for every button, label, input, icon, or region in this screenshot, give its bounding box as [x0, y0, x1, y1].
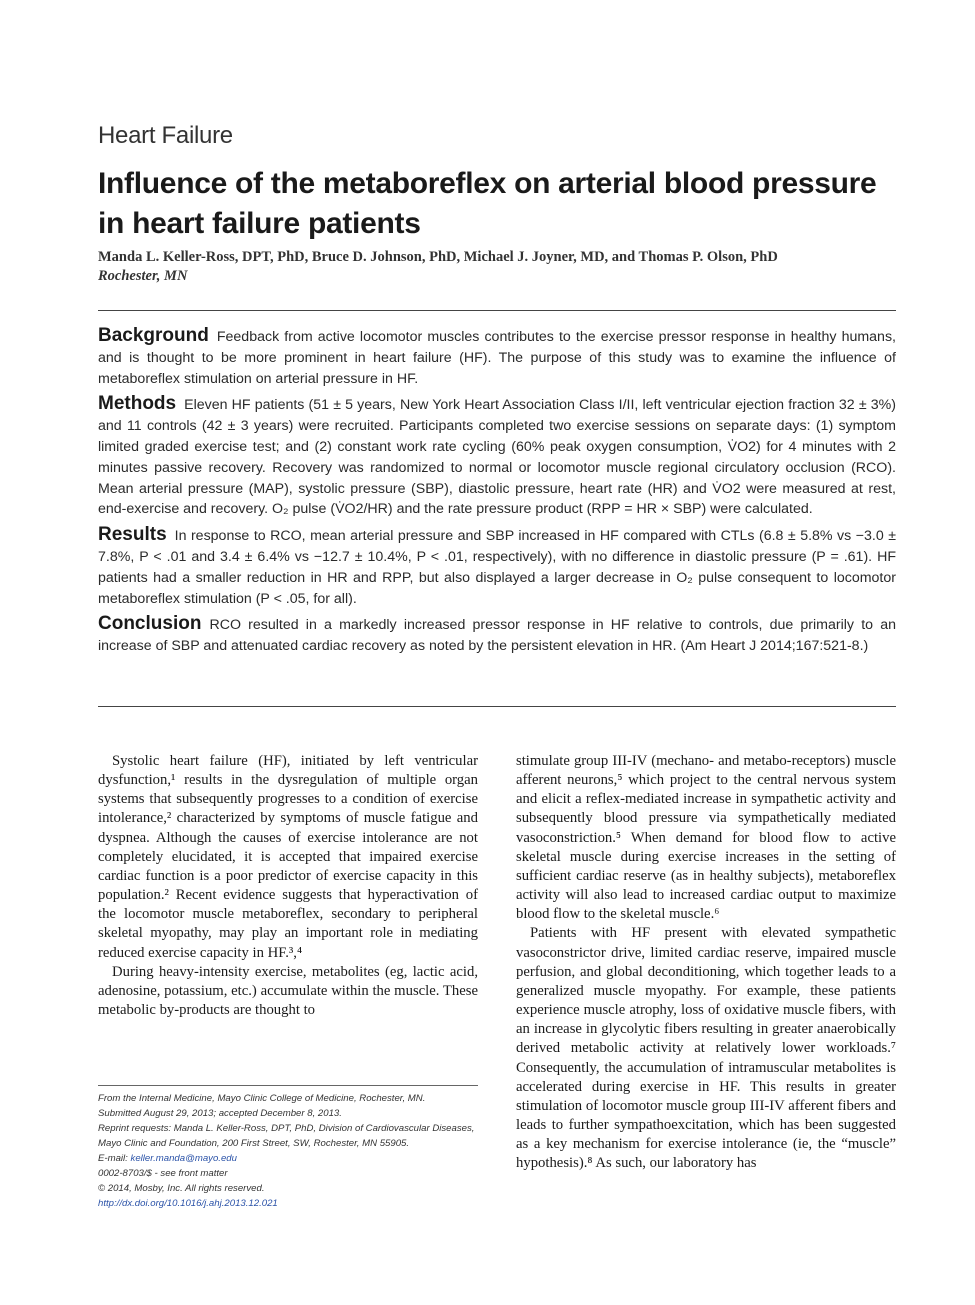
abstract [98, 326, 896, 662]
footnote-reprint-line1: Reprint requests: Manda L. Keller-Ross, DPT, PhD, Division of Cardiovascular Diseases, [98, 1123, 475, 1134]
affiliation: Rochester, MN [98, 268, 188, 284]
footnote-reprint-line2: Mayo Clinic and Foundation, 200 First Street, SW, Rochester, MN 55905. [98, 1138, 410, 1149]
background-heading: Background [98, 325, 209, 346]
abstract-methods [98, 394, 896, 520]
methods-text: Eleven HF patients (51 ± 5 years, New York Heart Association Class I/II, left ventricular ejection fraction 32 ± 3%) and 11 controls (42 ± 3 years) were recruited. Participants completed two exercise sessions on separate days: (1) symptom limited graded exercise test; and (2) constant work rate cycling (60% peak oxygen consumption, V̇O2) for 4 minutes with 2 minutes passive recovery. Recovery was randomized to normal or locomotor muscle regional circulatory occlusion (RCO). Mean arterial pressure (MAP), systolic pressure (SBP), diastolic pressure, heart rate (HR) and V̇O2 were measured at rest, end-exercise and recovery. O₂ pulse (V̇O2/HR) and the rate pressure product (RPP = HR × SBP) were calculated. [98, 397, 896, 518]
email-link[interactable]: keller.manda@mayo.edu [130, 1153, 237, 1164]
results-heading: Results [98, 524, 167, 546]
footnote-email-row [98, 1151, 483, 1166]
abstract-results [98, 525, 896, 609]
conclusion-text: RCO resulted in a markedly increased pressor response in HF relative to controls, due primarily to an increase of SBP and attenuated cardiac recovery as noted by the persistent elevation in HR. (Am Heart J 2014;167:521-8.) [98, 617, 896, 655]
conclusion-heading: Conclusion [98, 613, 202, 635]
body-paragraph: During heavy-intensity exercise, metabolites (eg, lactic acid, adenosine, potassium, etc.) accumulate within the muscle. These metabolic by-products are thought to [98, 963, 478, 1019]
doi-link[interactable]: http://dx.doi.org/10.1016/j.ahj.2013.12.021 [98, 1198, 278, 1209]
footnote-from: From the Internal Medicine, Mayo Clinic College of Medicine, Rochester, MN. [98, 1093, 426, 1104]
abstract-bottom-divider [98, 706, 896, 707]
email-label: E-mail: [98, 1153, 128, 1164]
footnote-submitted: Submitted August 29, 2013; accepted December 8, 2013. [98, 1108, 342, 1119]
footnote-copyright: © 2014, Mosby, Inc. All rights reserved. [98, 1183, 265, 1194]
methods-heading: Methods [98, 393, 177, 415]
footnote-issn: 0002-8703/$ - see front matter [98, 1168, 228, 1179]
top-divider [98, 310, 896, 311]
section-label: Heart Failure [98, 122, 233, 149]
body-column-left [98, 752, 478, 1020]
article-title: Influence of the metaboreflex on arterial blood pressure in heart failure patients [98, 167, 877, 240]
body-paragraph: Patients with HF present with elevated sympathetic vasoconstrictor drive, limited cardiac reserve, impaired muscle perfusion, and global deconditioning, which together leads to a generalized muscle myopathy. For example, these patients experience muscle atrophy, loss of oxidative muscle fibers, with an increase in glycolytic fibers resulting in greater anaerobically derived metabolic activity at relatively lower workloads.⁷ Consequently, the accumulation of intramuscular metabolites is accelerated during exercise in HF. This results in greater stimulation of locomotor muscle group III-IV afferent fibers and leads to further sympathoexcitation, which has been suggested as a key mechanism for exercise intolerance (ie, the “muscle” hypothesis).⁸ As such, our laboratory has [516, 925, 896, 1172]
abstract-background [98, 326, 896, 389]
background-text: Feedback from active locomotor muscles contributes to the exercise pressor response in healthy humans, and is thought to be more prominent in heart failure (HF). The purpose of this study was to examine the influence of metaboreflex stimulation on arterial pressure in HF. [98, 329, 896, 387]
author-list: Manda L. Keller-Ross, DPT, PhD, Bruce D. Johnson, PhD, Michael J. Joyner, MD, and Thomas P. Olson, PhD [98, 249, 778, 265]
body-column-right [516, 752, 896, 1173]
body-paragraph: stimulate group III-IV (mechano- and metabo-receptors) muscle afferent neurons,⁵ which project to the central nervous system and elicit a reflex-mediated increase in sympathetic activity and subsequently blood pressure via sympathetically mediated vasoconstriction.⁵ When demand for blood flow to active skeletal muscle during exercise increases in the setting of sufficient cardiac reserve (as in healthy subjects), metaboreflex activity will also lead to increased cardiac output to maximize blood flow to the skeletal muscle.⁶ [516, 753, 896, 923]
abstract-conclusion [98, 614, 896, 657]
body-paragraph: Systolic heart failure (HF), initiated by left ventricular dysfunction,¹ results in the dysregulation of multiple organ systems that subsequently progresses to a condition of exercise intolerance,² characterized by symptoms of muscle fatigue and dyspnea. Although the causes of exercise intolerance are not completely elucidated, it is accepted that impaired exercise cardiac function is a poor predictor of exercise capacity in this population.² Recent evidence suggests that hyperactivation of the locomotor muscle metaboreflex, secondary to peripheral skeletal myopathy, may play an important role in mediating reduced exercise capacity in HF.³,⁴ [98, 753, 478, 961]
footnotes [98, 1091, 483, 1211]
results-text: In response to RCO, mean arterial pressure and SBP increased in HF compared with CTLs (6.8 ± 5.8% vs −3.0 ± 7.8%, P < .01 and 3.4 ± 6.4% vs −12.7 ± 10.4%, P < .01, respectively), with no difference in diastolic pressure (P = .61). HF patients had a smaller reduction in HR and RPP, but also displayed a larger decrease in O₂ pulse consequent to locomotor metaboreflex stimulation (P < .05, for all). [98, 528, 896, 607]
footnote-divider [98, 1085, 478, 1086]
